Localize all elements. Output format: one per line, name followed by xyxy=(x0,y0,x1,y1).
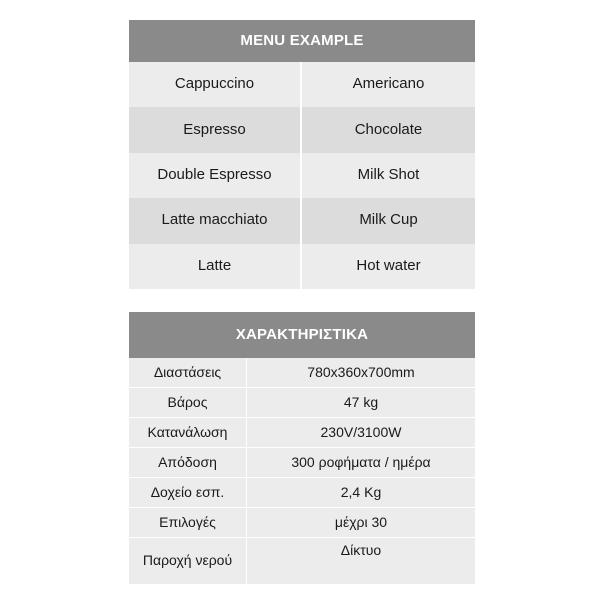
spec-label: Επιλογές xyxy=(129,508,247,537)
menu-item: Americano xyxy=(302,62,475,107)
menu-row xyxy=(129,244,475,289)
spec-row xyxy=(129,388,475,418)
spec-value: Δίκτυο xyxy=(247,538,475,584)
menu-row xyxy=(129,62,475,107)
spec-value: 2,4 Kg xyxy=(247,478,475,507)
spec-label: Διαστάσεις xyxy=(129,358,247,387)
spec-value: 780x360x700mm xyxy=(247,358,475,387)
spec-row xyxy=(129,508,475,538)
menu-table-title: MENU EXAMPLE xyxy=(129,20,475,62)
spec-value: 230V/3100W xyxy=(247,418,475,447)
spec-value: μέχρι 30 xyxy=(247,508,475,537)
menu-row xyxy=(129,198,475,243)
menu-item: Latte macchiato xyxy=(129,198,302,243)
spec-row xyxy=(129,358,475,388)
menu-row xyxy=(129,153,475,198)
spec-value: 47 kg xyxy=(247,388,475,417)
menu-example-table xyxy=(129,20,475,289)
menu-item: Milk Cup xyxy=(302,198,475,243)
spec-label: Παροχή νερού xyxy=(129,538,247,584)
spec-label: Δοχείο εσπ. xyxy=(129,478,247,507)
menu-item: Espresso xyxy=(129,107,302,152)
menu-item: Cappuccino xyxy=(129,62,302,107)
menu-item: Milk Shot xyxy=(302,153,475,198)
spec-row xyxy=(129,478,475,508)
menu-item: Hot water xyxy=(302,244,475,289)
menu-row xyxy=(129,107,475,152)
spec-row xyxy=(129,418,475,448)
spec-label: Απόδοση xyxy=(129,448,247,477)
specs-table-title: ΧΑΡΑΚΤΗΡΙΣΤΙΚΑ xyxy=(129,312,475,358)
spec-label: Βάρος xyxy=(129,388,247,417)
spec-row xyxy=(129,448,475,478)
spec-row xyxy=(129,538,475,584)
menu-item: Chocolate xyxy=(302,107,475,152)
spec-label: Κατανάλωση xyxy=(129,418,247,447)
menu-item: Latte xyxy=(129,244,302,289)
specifications-table xyxy=(129,312,475,584)
menu-item: Double Espresso xyxy=(129,153,302,198)
spec-value: 300 ροφήματα / ημέρα xyxy=(247,448,475,477)
